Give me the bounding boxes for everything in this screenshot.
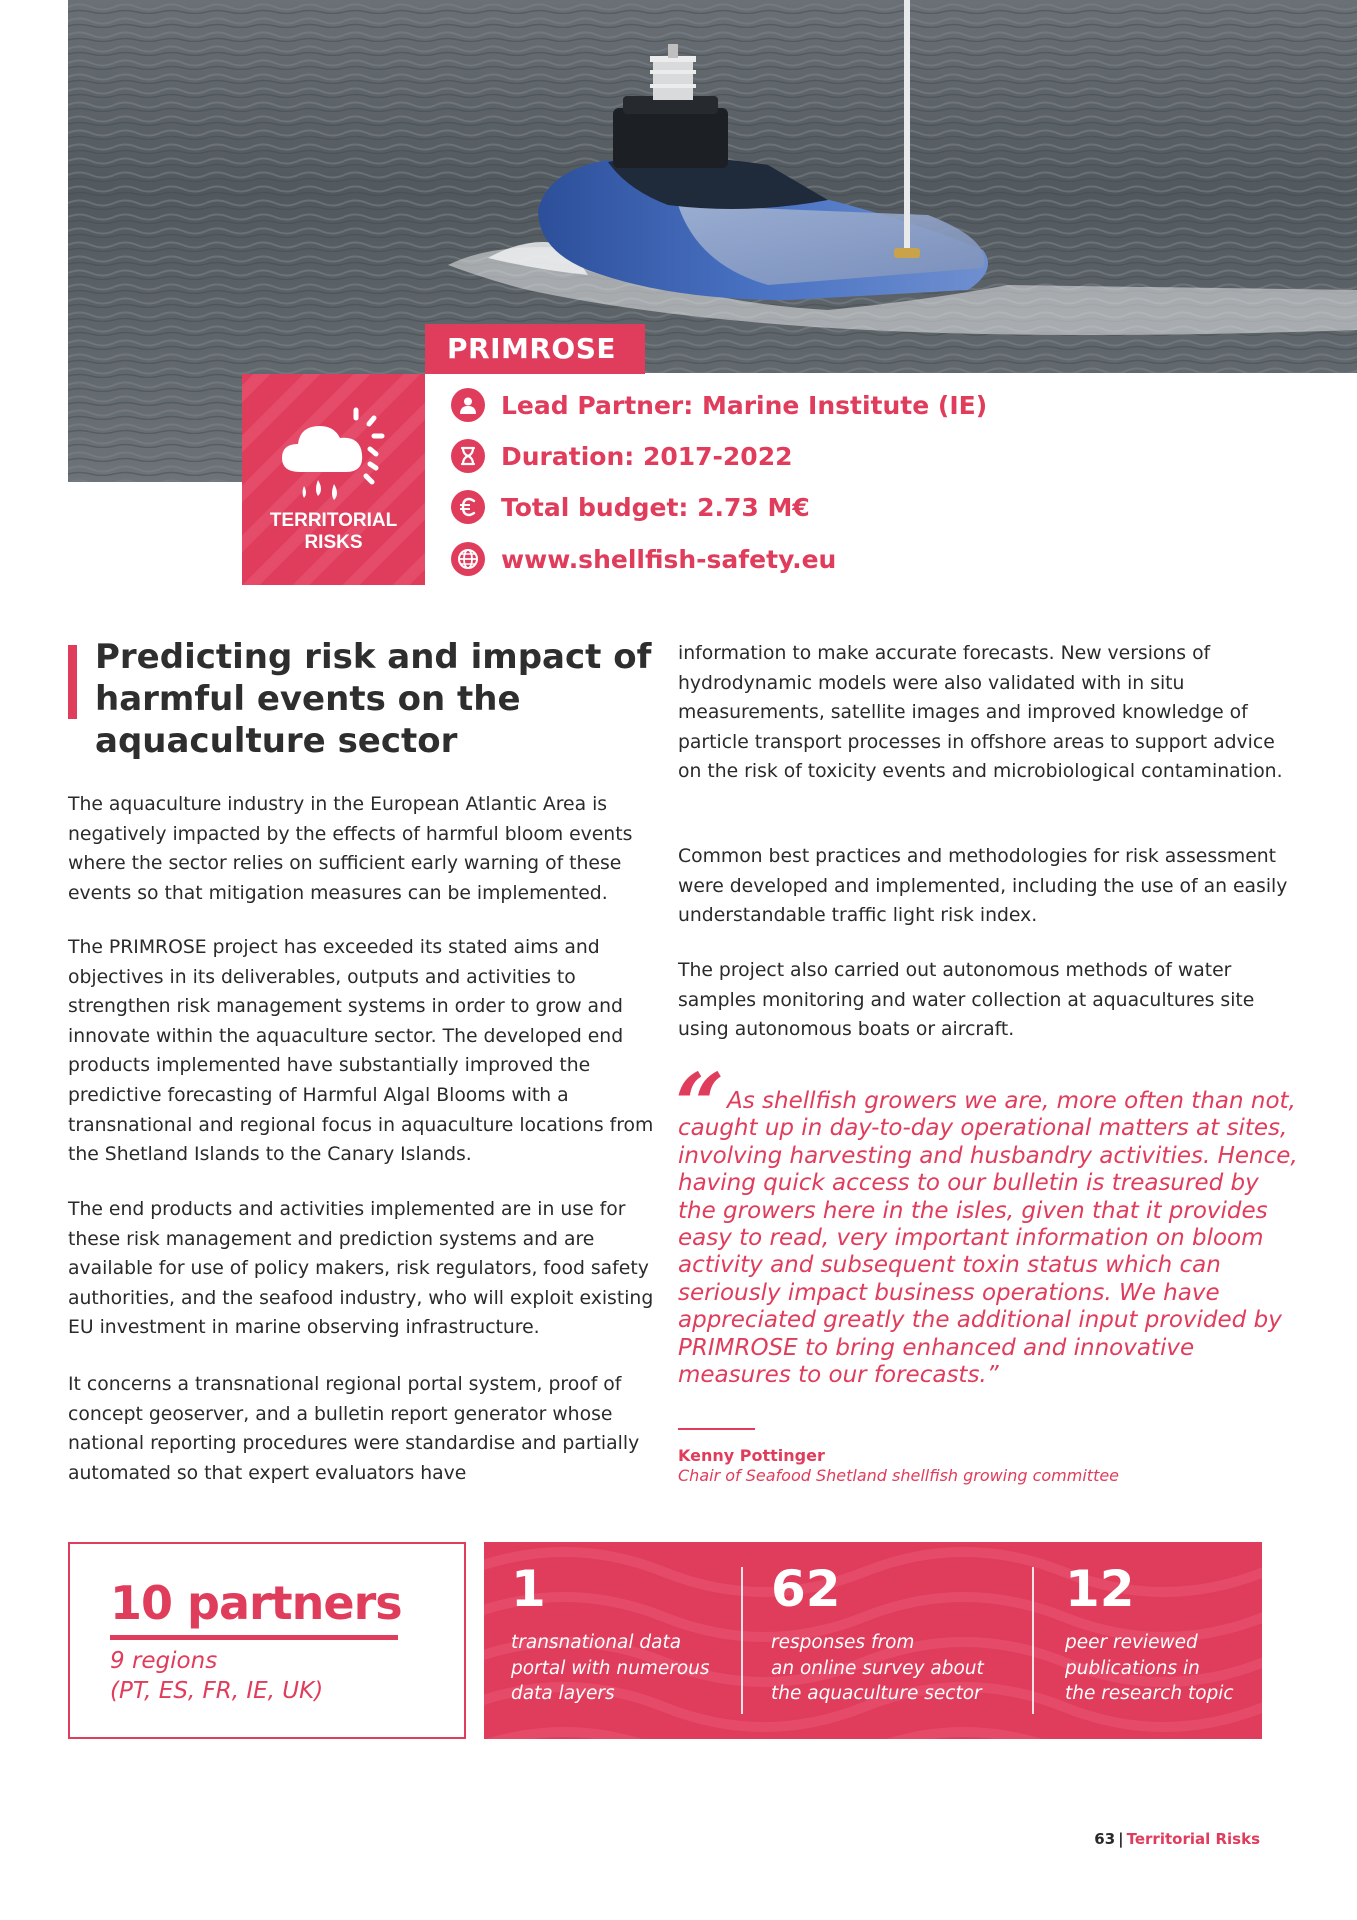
stat-line: peer reviewed: [1065, 1632, 1198, 1653]
regions-count: 9 regions: [110, 1648, 218, 1674]
title-accent-bar: [68, 645, 77, 719]
stat-description: [771, 1630, 984, 1707]
paragraph: The project also carried out autonomous methods of water samples monitoring and water collection at aquacultures site using autonomous boats or aircraft.: [678, 960, 1255, 1041]
duration: Duration: 2017-2022: [501, 441, 793, 471]
lead-partner: Lead Partner: Marine Institute (IE): [501, 390, 988, 420]
stat-line: the research topic: [1065, 1683, 1234, 1704]
website-row[interactable]: [451, 539, 836, 579]
partners-underline: [110, 1635, 398, 1640]
paragraph: The end products and activities implemented are in use for these risk management and prediction systems and are available for use of policy makers, risk regulators, food safety authorities, and the seafood industry, who will exploit existing EU investment in marine observing infrastructure.: [68, 1199, 654, 1339]
stat-line: responses from: [771, 1632, 915, 1653]
stat-description: [1065, 1630, 1234, 1707]
partners-count: 10 partners: [110, 1576, 402, 1630]
stat-divider: [1032, 1567, 1034, 1714]
stat-divider: [741, 1567, 743, 1714]
stat-line: the aquaculture sector: [771, 1683, 982, 1704]
stat-line: transnational data: [511, 1632, 682, 1653]
duration-row: [451, 436, 792, 476]
lead-partner-row: [451, 385, 987, 425]
partners-stat-box: [68, 1542, 466, 1739]
stat-line: an online survey about: [771, 1657, 984, 1679]
regions-info: [110, 1646, 323, 1706]
quote-mark-icon: “: [675, 1055, 725, 1156]
stat-number: 1: [511, 1560, 546, 1618]
stat-line: data layers: [511, 1683, 615, 1704]
user-icon: [451, 388, 485, 422]
paragraph: information to make accurate forecasts. New versions of hydrodynamic models were also validated with in situ measurements, satellite images and improved knowledge of particle transport processes in offshore areas to support advice on the risk of toxicity events and microbiological contamination.: [678, 643, 1283, 783]
budget-row: [451, 487, 810, 527]
testimonial-quote: As shellfish growers we are, more often than not, caught up in day-to-day operational matters at sites, involving harvesting and husbandry activities. Hence, having quick access to our bulletin is treasured by the growers here in the isles, given that it provides easy to read, very important information on bloom activity and subsequent toxin status which can seriously impact business operations. We have appreciated greatly the additional input provided by PRIMROSE to bring enhanced and innovative measures to our forecasts.”: [678, 1088, 1298, 1389]
regions-countries: (PT, ES, FR, IE, UK): [110, 1678, 324, 1704]
rain-cloud-sun-icon: [278, 404, 388, 504]
globe-icon: [451, 542, 485, 576]
website-link[interactable]: www.shellfish-safety.eu: [501, 544, 837, 574]
paragraph: The aquaculture industry in the European Atlantic Area is negatively impacted by the effects of harmful bloom events where the sector relies on sufficient early warning of these events so that mitigation measures can be implemented.: [68, 794, 633, 904]
total-budget: Total budget: 2.73 M€: [501, 492, 810, 522]
quote-author: Kenny Pottinger: [678, 1446, 825, 1465]
quote-divider: [678, 1428, 755, 1430]
quote-author-role: Chair of Seafood Shetland shellfish growing committee: [678, 1466, 1120, 1485]
stat-number: 12: [1065, 1560, 1135, 1618]
category-badge: [242, 374, 425, 585]
paragraph: The PRIMROSE project has exceeded its stated aims and objectives in its deliverables, outputs and activities to strengthen risk management systems in order to grow and innovate within the aquaculture sector. The developed end products implemented have substantially improved the predictive forecasting of Harmful Algal Blooms with a transnational and regional focus in aquaculture locations from the Shetland Islands to the Canary Islands.: [68, 937, 654, 1166]
paragraph: It concerns a transnational regional portal system, proof of concept geoserver, and a bulletin report generator whose national reporting procedures were standardise and partially automated so that expert evaluators have: [68, 1374, 640, 1484]
project-name: PRIMROSE: [425, 324, 645, 374]
stat-number: 62: [771, 1560, 841, 1618]
euro-icon: [451, 490, 485, 524]
page-footer: [1094, 1830, 1260, 1848]
paragraph: Common best practices and methodologies for risk assessment were developed and implemented, including the use of an easily understandable traffic light risk index.: [678, 846, 1288, 927]
key-figures-box: [484, 1542, 1262, 1739]
footer-separator: |: [1118, 1830, 1124, 1848]
hourglass-icon: [451, 439, 485, 473]
page-number: 63: [1094, 1830, 1116, 1848]
stat-line: portal with numerous: [511, 1657, 710, 1679]
stat-description: [511, 1630, 710, 1707]
category-label-text: TERRITORIAL RISKS: [269, 510, 398, 553]
article-title: Predicting risk and impact of harmful events on the aquaculture sector: [95, 637, 652, 761]
stat-line: publications in: [1065, 1657, 1200, 1679]
section-name: Territorial Risks: [1126, 1830, 1260, 1848]
category-label: [242, 510, 425, 554]
